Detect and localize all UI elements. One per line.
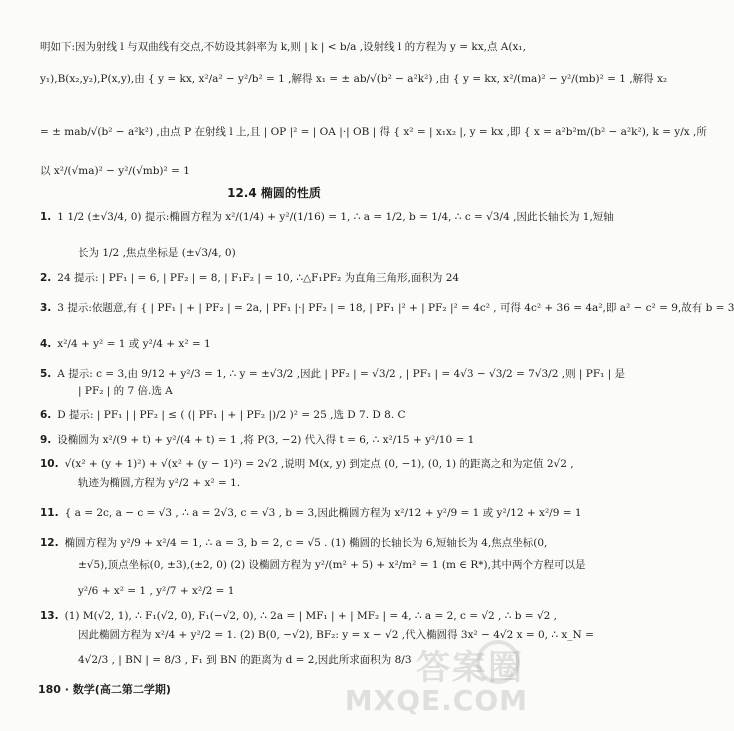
line-text: | PF₂ | 的 7 倍.选 A: [78, 385, 173, 397]
line-text: 设椭圆为 x²/(9 + t) + y²/(4 + t) = 1 ,将 P(3, −2) 代入得 t = 6, ∴ x²/15 + y²/10 = 1: [57, 434, 475, 446]
section-title: 12.4 椭圆的性质: [227, 186, 321, 200]
line-text: { a = 2c, a − c = √3 , ∴ a = 2√3, c = √3 , b = 3,因此椭圆方程为 x²/12 + y²/9 = 1 或 y²/12 + x²/9 = 1: [64, 507, 582, 519]
text-line: [40, 536, 548, 550]
text-line: [78, 476, 522, 490]
item-number: 5.: [40, 368, 52, 380]
item-number: 4.: [40, 338, 52, 350]
line-text: √(x² + (y + 1)²) + √(x² + (y − 1)²) = 2√2 ,说明 M(x, y) 到定点 (0, −1), (0, 1) 的距离之和为定值 2√2 ,: [64, 458, 574, 470]
line-text: 轨迹为椭圆,方程为 y²/2 + x² = 1.: [78, 477, 241, 489]
text-line: [40, 337, 522, 351]
text-line: [78, 558, 586, 572]
line-text: 椭圆方程为 y²/9 + x²/4 = 1, ∴ a = 3, b = 2, c = √5 . (1) 椭圆的长轴长为 6,短轴长为 4,焦点坐标(0,: [64, 537, 548, 549]
text-line: [78, 584, 522, 598]
text-line: [40, 433, 522, 447]
text-line: [40, 609, 557, 623]
text-line: [40, 72, 668, 86]
item-number: 11.: [40, 507, 59, 519]
line-text: 长为 1/2 ,焦点坐标是 (±√3/4, 0): [78, 247, 236, 259]
line-text: y²/6 + x² = 1 , y²/7 + x²/2 = 1: [78, 585, 235, 597]
item-number: 13.: [40, 610, 59, 622]
page-footer: 180 · 数学(高二第二学期): [38, 683, 171, 696]
line-text: ±√5),顶点坐标(0, ±3),(±2, 0) (2) 设椭圆方程为 y²/(m² + 5) + x²/m² = 1 (m ∈ R*),其中两个方程可以是: [78, 559, 586, 571]
text-line: [40, 506, 582, 520]
line-text: 3 提示:依题意,有 { | PF₁ | + | PF₂ | = 2a, | PF₁ |·| PF₂ | = 18, | PF₁ |² + | PF₂ |² = 4c² , 可得 4c² + 36 = 4a²,即 a² − c² = 9,故有 b = 3: [57, 302, 734, 314]
watermark-text: 答案圈: [416, 648, 524, 688]
text-line: [40, 125, 707, 139]
line-text: 明如下:因为射线 l 与双曲线有交点,不妨设其斜率为 k,则 | k | < b/a ,设射线 l 的方程为 y = kx,点 A(x₁,: [40, 41, 526, 53]
text-line: [78, 246, 522, 260]
line-text: x²/4 + y² = 1 或 y²/4 + x² = 1: [57, 338, 211, 350]
line-text: 因此椭圆方程为 x²/4 + y²/2 = 1. (2) B(0, −√2), BF₂: y = x − √2 ,代入椭圆得 3x² − 4√2 x = 0, ∴ x_N =: [78, 629, 594, 641]
text-line: [40, 164, 522, 178]
line-text: A 提示: c = 3,由 9/12 + y²/3 = 1, ∴ y = ±√3/2 ,因此 | PF₂ | = √3/2 , | PF₁ | = 4√3 − √3/2 = 7√3/2 ,则 | PF₁ | 是: [57, 368, 626, 380]
item-number: 6.: [40, 409, 52, 421]
line-text: 24 提示: | PF₁ | = 6, | PF₂ | = 8, | F₁F₂ | = 10, ∴△F₁PF₂ 为直角三角形,面积为 24: [57, 272, 460, 284]
text-line: [40, 40, 526, 54]
item-number: 10.: [40, 458, 59, 470]
line-text: 以 x²/(√ma)² − y²/(√mb)² = 1: [40, 165, 190, 177]
item-number: 9.: [40, 434, 52, 446]
item-number: 1.: [40, 211, 52, 223]
item-number: 12.: [40, 537, 59, 549]
text-line: [40, 367, 626, 381]
item-number: 3.: [40, 302, 52, 314]
line-text: (1) M(√2, 1), ∴ F₁(√2, 0), F₁(−√2, 0), ∴ 2a = | MF₁ | + | MF₂ | = 4, ∴ a = 2, c = √2 , ∴ b = √2 ,: [64, 610, 557, 622]
text-line: [40, 457, 574, 471]
text-line: [40, 408, 522, 422]
line-text: 4√2/3 , | BN | = 8/3 , F₁ 到 BN 的距离为 d = 2,因此所求面积为 8/3: [78, 654, 412, 666]
item-number: 2.: [40, 272, 52, 284]
text-line: [40, 210, 614, 224]
line-text: 1 1/2 (±√3/4, 0) 提示:椭圆方程为 x²/(1/4) + y²/(1/16) = 1, ∴ a = 1/2, b = 1/4, ∴ c = √3/4 ,因此长轴长为 1,短轴: [57, 211, 614, 223]
text-line: [40, 301, 734, 315]
line-text: D 提示: | PF₁ | | PF₂ | ≤ ( (| PF₁ | + | PF₂ |)/2 )² = 25 ,选 D 7. D 8. C: [57, 409, 406, 421]
line-text: = ± mab/√(b² − a²k²) ,由点 P 在射线 l 上,且 | OP |² = | OA |·| OB | 得 { x² = | x₁x₂ |, y = kx ,即 { x = a²b²m/(b² − a²k²), k = y/x ,所: [40, 126, 707, 138]
text-line: [40, 271, 522, 285]
text-line: [78, 384, 522, 398]
watermark-url: MXQE.COM: [344, 684, 528, 717]
line-text: y₁),B(x₂,y₂),P(x,y),由 { y = kx, x²/a² − y²/b² = 1 ,解得 x₁ = ± ab/√(b² − a²k²) ,由 { y = kx, x²/(ma)² − y²/(mb)² = 1 ,解得 x₂: [40, 73, 668, 85]
